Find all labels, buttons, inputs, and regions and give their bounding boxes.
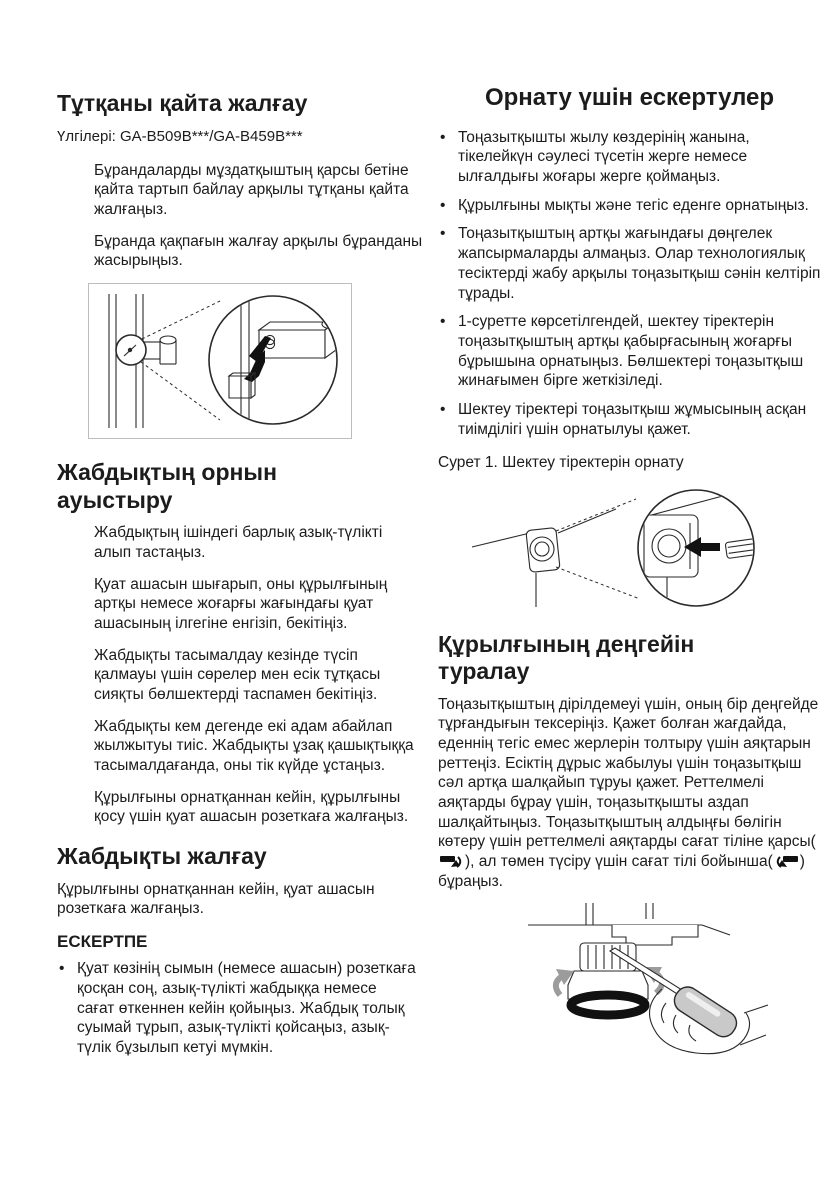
counterclockwise-rotation-icon — [438, 852, 465, 869]
clockwise-rotation-icon — [773, 852, 800, 869]
install-note-text: Тоңазытқыштың артқы жағындағы дөңгелек жапсырмаларды алмаңыз. Олар технологиялық тесіктерді жабу арқылы тоңазытқыш сәнін келтіріп тұрады. — [458, 225, 821, 302]
left-column — [57, 90, 423, 1067]
bullet-marker: • — [59, 960, 65, 978]
leveling-section — [438, 631, 821, 1078]
handle-reattach-section — [57, 90, 423, 439]
install-note-item — [438, 400, 821, 439]
connection-paragraph: Құрылғыны орнатқаннан кейін, қуат ашасын розеткаға жалғаңыз. — [57, 880, 375, 918]
right-column — [438, 84, 821, 1077]
bullet-marker: • — [440, 128, 446, 146]
section-title-relocation — [57, 459, 423, 514]
relocation-title-line1: Жабдықтың орнын — [57, 459, 277, 485]
relocation-paragraph: Жабдықты кем дегенде екі адам абайлап жылжытуы тиіс. Жабдықты ұзақ қашықтыққа тасымалдағанда, оны тік күйде ұстаңыз. — [94, 717, 414, 774]
relocation-paragraph: Жабдықты тасымалдау кезінде түсіп қалмауы үшін сөрелер мен есік тұтқасы сияқты бөлшектерді таспамен бекітіңіз. — [94, 646, 381, 703]
spacer-install-figure — [468, 485, 790, 617]
spacer-install-diagram-image — [468, 485, 790, 611]
relocation-title-line2: ауыстыру — [57, 486, 173, 513]
install-note-text: Тоңазытқышты жылу көздерінің жанына, тікелейкүн сәулесі түсетін жерге немесе ылғалдығы жоғары жерге қоймаңыз. — [458, 128, 750, 186]
leveling-title-line1: Құрылғының деңгейін — [438, 630, 695, 657]
install-note-item — [438, 196, 821, 216]
note-bullet-text: Қуат көзінің сымын (немесе ашасын) розеткаға қосқан соң, азық-түлікті жабдыққа немесе сағат өткеннен кейін қойыңыз. Жабдық толық суымай тұрып, азық-түлікті қойсаңыз, азық-түлік бұзылып кетуі мүмкін. — [77, 960, 421, 1057]
relocation-paragraph: Жабдықтың ішіндегі барлық азық-түлікті алып тастаңыз. — [94, 524, 383, 561]
note-title: ЕСКЕРТПЕ — [57, 931, 148, 951]
install-note-text: 1-суретте көрсетілгендей, шектеу тіректерін тоңазытқыштың артқы қабырғасының жоғарғы бұрышына орнатыңыз. Бөлшектері тоңазытқыш жинағымен бірге жеткізіледі. — [458, 313, 804, 390]
bullet-marker: • — [440, 400, 446, 418]
install-note-item — [438, 128, 821, 187]
note-bullet-item — [57, 959, 423, 1057]
leveling-text-part2: ), ал төмен түсіру үшін сағат тілі бойынша( — [465, 853, 773, 871]
relocation-paragraph: Қуат ашасын шығарып, оны құрылғының артқы немесе жоғарғы жағындағы қуат ашасының ілгегіне енгізіп, бекітіңіз. — [94, 575, 388, 632]
relocation-section — [57, 459, 423, 827]
bullet-marker: • — [440, 313, 446, 331]
install-note-item — [438, 312, 821, 391]
install-notes-section — [438, 84, 821, 617]
section-title-connection: Жабдықты жалғау — [57, 842, 267, 869]
leveling-text-part1: Тоңазытқыштың дірілдемеуі үшін, оның бір деңгейде тұрғандығын тексеріңіз. Қажет болған жағдайда, еденнің тегіс емес жерлерін толтыру үшін аяқтарын реттеңіз. Есіктің дұрыс жабылуы үшін тоңазытқыш сәл артқа шалқайып тұруы қажет. Реттелмелі аяқтарды бұрау үшін, тоңазытқышты аздап шалқайтыңыз. Тоңазытқыштың алдыңғы бөлігін көтеру үшін реттелмелі аяқтарды сағат тіліне қарсы( — [438, 695, 819, 851]
install-note-text: Құрылғыны мықты және тегіс еденге орнатыңыз. — [458, 196, 809, 214]
handle-paragraph: Бұранда қақпағын жалғау арқылы бұранданы жасырыңыз. — [94, 232, 423, 270]
section-title-install-notes: Орнату үшін ескертулер — [484, 84, 775, 111]
figure1-caption: Сурет 1. Шектеу тіректерін орнату — [438, 454, 684, 472]
handle-paragraph: Бұрандаларды мұздатқыштың қарсы бетіне қайта тартып байлау арқылы тұтқаны қайта жалғаңыз. — [94, 161, 409, 218]
install-note-item — [438, 224, 821, 303]
relocation-paragraph: Құрылғыны орнатқаннан кейін, құрылғыны қосу үшін қуат ашасын розеткаға жалғаңыз. — [94, 788, 409, 826]
connection-section — [57, 843, 423, 1058]
section-title-leveling — [438, 631, 821, 686]
handle-reattach-diagram-image — [89, 284, 351, 438]
section-title-handle-reattach: Тұтқаны қайта жалғау — [57, 90, 308, 116]
leveling-title-line2: туралау — [438, 658, 530, 685]
models-line: Үлгілері: GA-B509B***/GA-B459B*** — [57, 127, 303, 145]
install-note-text: Шектеу тіректері тоңазытқыш жұмысының асқан тиімділігі үшін орнатылуы қажет. — [458, 400, 807, 438]
bullet-marker: • — [440, 225, 446, 243]
leveling-text-part3: ) бұраңыз. — [438, 853, 805, 890]
leveling-foot-diagram-image — [494, 903, 774, 1071]
bullet-marker: • — [440, 196, 446, 214]
leveling-foot-figure — [494, 903, 774, 1077]
leveling-paragraph — [438, 695, 821, 892]
handle-reattach-figure — [88, 283, 352, 439]
